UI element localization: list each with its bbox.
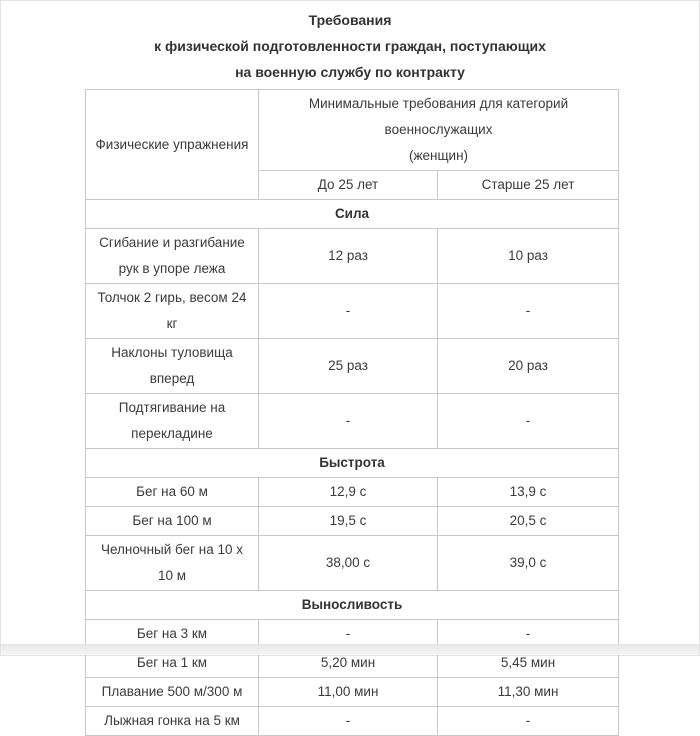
- section-row: [86, 200, 619, 229]
- exercise-cell: Лыжная гонка на 5 км: [86, 707, 259, 736]
- exercise-cell: Челночный бег на 10 х 10 м: [86, 536, 259, 591]
- title-line-2: к физической подготовленности граждан, поступающих: [154, 38, 546, 54]
- over25-cell: 20,5 с: [438, 507, 619, 536]
- over25-cell: -: [438, 707, 619, 736]
- exercise-cell: Наклоны туловища вперед: [86, 339, 259, 394]
- exercise-cell: Бег на 1 км: [86, 649, 259, 678]
- under25-cell: 12,9 с: [259, 478, 438, 507]
- over25-cell: 5,45 мин: [438, 649, 619, 678]
- page-bottom-shadow: [1, 644, 699, 655]
- under25-cell: -: [259, 620, 438, 649]
- requirements-column-header: [259, 90, 619, 171]
- under25-cell: -: [259, 284, 438, 339]
- over25-column-header: Старше 25 лет: [438, 171, 619, 200]
- over25-cell: -: [438, 620, 619, 649]
- under25-cell: 5,20 мин: [259, 649, 438, 678]
- requirements-header-line-1: Минимальные требования для категорий военнослужащих: [308, 96, 569, 137]
- exercise-cell: Подтягивание на перекладине: [86, 394, 259, 449]
- title-line-3: на военную службу по контракту: [235, 64, 465, 80]
- exercise-cell: Бег на 60 м: [86, 478, 259, 507]
- under25-column-header: До 25 лет: [259, 171, 438, 200]
- over25-cell: 11,30 мин: [438, 678, 619, 707]
- section-title: Выносливость: [86, 591, 619, 620]
- exercises-column-header: Физические упражнения: [86, 90, 259, 200]
- over25-cell: -: [438, 394, 619, 449]
- over25-cell: 39,0 с: [438, 536, 619, 591]
- page-title: [1, 7, 699, 85]
- exercise-cell: Толчок 2 гирь, весом 24 кг: [86, 284, 259, 339]
- over25-cell: 13,9 с: [438, 478, 619, 507]
- section-title: Быстрота: [86, 449, 619, 478]
- table-row: [86, 284, 619, 339]
- title-line-1: Требования: [308, 12, 392, 28]
- table-row: [86, 707, 619, 736]
- over25-cell: -: [438, 284, 619, 339]
- table-row: [86, 536, 619, 591]
- table-body: [86, 200, 619, 736]
- table-row: [86, 478, 619, 507]
- over25-cell: 20 раз: [438, 339, 619, 394]
- exercise-cell: Плавание 500 м/300 м: [86, 678, 259, 707]
- under25-cell: 25 раз: [259, 339, 438, 394]
- under25-cell: 38,00 с: [259, 536, 438, 591]
- section-title: Сила: [86, 200, 619, 229]
- under25-cell: -: [259, 707, 438, 736]
- section-row: [86, 591, 619, 620]
- table-row: [86, 507, 619, 536]
- under25-cell: -: [259, 394, 438, 449]
- over25-cell: 10 раз: [438, 229, 619, 284]
- section-row: [86, 449, 619, 478]
- table-row: [86, 678, 619, 707]
- under25-cell: 19,5 с: [259, 507, 438, 536]
- under25-cell: 12 раз: [259, 229, 438, 284]
- exercise-cell: Бег на 100 м: [86, 507, 259, 536]
- exercise-cell: Сгибание и разгибание рук в упоре лежа: [86, 229, 259, 284]
- header-row-main: [86, 90, 619, 171]
- under25-cell: 11,00 мин: [259, 678, 438, 707]
- table-row: [86, 339, 619, 394]
- table-row: [86, 394, 619, 449]
- exercise-cell: Бег на 3 км: [86, 620, 259, 649]
- table-row: [86, 229, 619, 284]
- requirements-header-line-2: (женщин): [408, 148, 469, 163]
- requirements-table: [85, 89, 619, 736]
